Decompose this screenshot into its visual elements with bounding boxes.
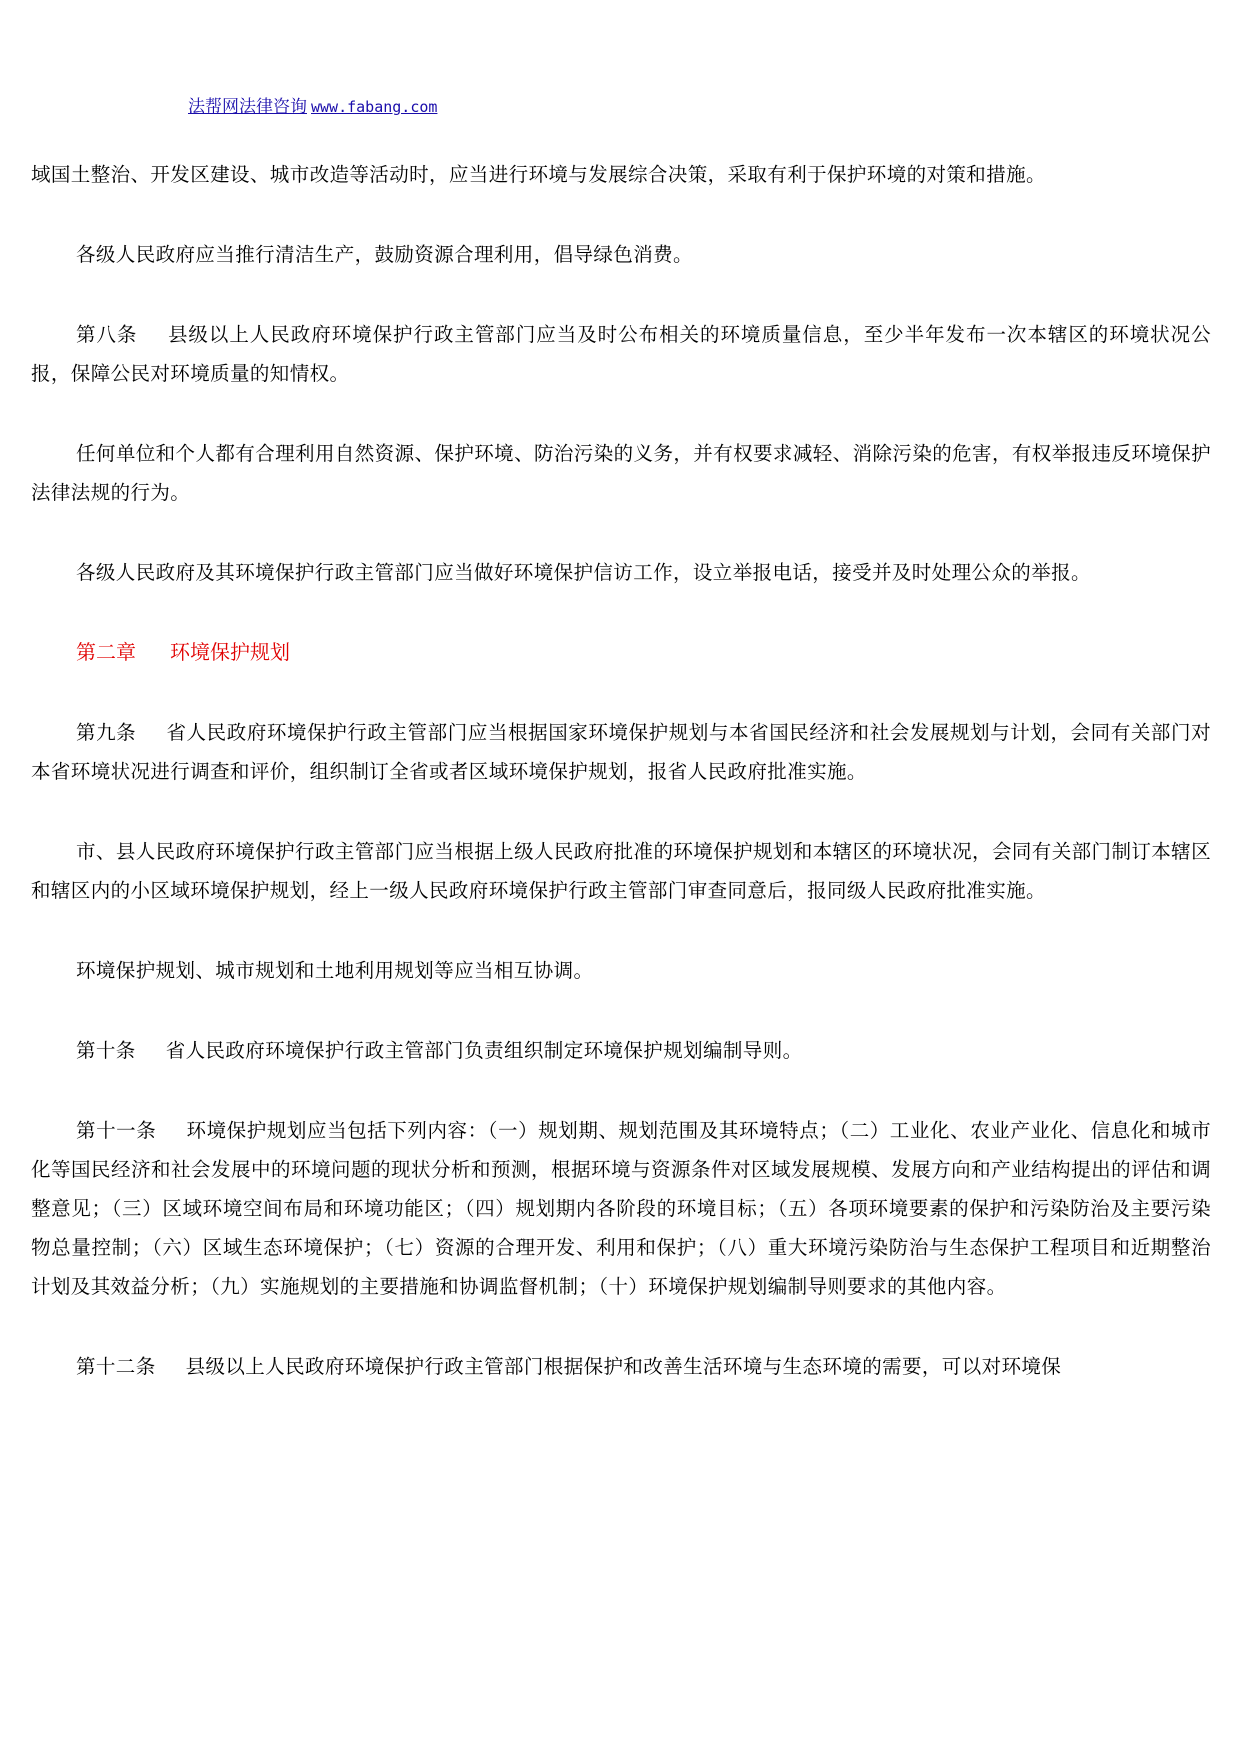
site-link[interactable]: 法帮网法律咨询 xyxy=(188,97,307,117)
document-body xyxy=(31,155,1211,1427)
article-label: 第十条 xyxy=(76,1039,136,1062)
article-text: 县级以上人民政府环境保护行政主管部门应当及时公布相关的环境质量信息，至少半年发布一次本辖区的环境状况公报，保障公民对环境质量的知情权。 xyxy=(31,323,1211,385)
paragraph: 域国土整治、开发区建设、城市改造等活动时，应当进行环境与发展综合决策，采取有利于保护环境的对策和措施。 xyxy=(31,163,1046,186)
article-10 xyxy=(31,1031,1211,1070)
paragraph: 环境保护规划、城市规划和土地利用规划等应当相互协调。 xyxy=(76,959,594,982)
chapter-heading xyxy=(31,633,1211,672)
article-text: 省人民政府环境保护行政主管部门负责组织制定环境保护规划编制导则。 xyxy=(165,1039,803,1062)
article-9 xyxy=(31,713,1211,791)
article-8 xyxy=(31,315,1211,393)
page-header xyxy=(188,92,437,117)
article-12 xyxy=(31,1347,1211,1386)
article-text: 省人民政府环境保护行政主管部门应当根据国家环境保护规划与本省国民经济和社会发展规划与计划，会同有关部门对本省环境状况进行调查和评价，组织制订全省或者区域环境保护规划，报省人民政府批准实施。 xyxy=(31,721,1211,783)
article-label: 第八条 xyxy=(76,323,138,346)
article-label: 第十一条 xyxy=(76,1119,157,1142)
site-url-link[interactable]: www.fabang.com xyxy=(311,98,438,116)
chapter-number: 第二章 xyxy=(76,640,136,664)
paragraph: 任何单位和个人都有合理利用自然资源、保护环境、防治污染的义务，并有权要求减轻、消除污染的危害，有权举报违反环境保护法律法规的行为。 xyxy=(31,442,1211,504)
chapter-title: 环境保护规划 xyxy=(170,640,290,664)
article-label: 第十二条 xyxy=(76,1355,156,1378)
paragraph: 各级人民政府及其环境保护行政主管部门应当做好环境保护信访工作，设立举报电话，接受并及时处理公众的举报。 xyxy=(76,561,1091,584)
paragraph: 各级人民政府应当推行清洁生产，鼓励资源合理利用，倡导绿色消费。 xyxy=(76,243,693,266)
article-label: 第九条 xyxy=(76,721,137,744)
article-text: 县级以上人民政府环境保护行政主管部门根据保护和改善生活环境与生态环境的需要，可以对环境保 xyxy=(185,1355,1062,1378)
article-text: 环境保护规划应当包括下列内容：（一）规划期、规划范围及其环境特点；（二）工业化、农业产业化、信息化和城市化等国民经济和社会发展中的环境问题的现状分析和预测，根据环境与资源条件对区域发展规模、发展方向和产业结构提出的评估和调整意见；（三）区域环境空间布局和环境功能区；（四）规划期内各阶段的环境目标；（五）各项环境要素的保护和污染防治及主要污染物总量控制；（六）区域生态环境保护；（七）资源的合理开发、利用和保护；（八）重大环境污染防治与生态保护工程项目和近期整治计划及其效益分析；（九）实施规划的主要措施和协调监督机制；（十）环境保护规划编制导则要求的其他内容。 xyxy=(31,1119,1211,1298)
article-11 xyxy=(31,1111,1211,1306)
paragraph: 市、县人民政府环境保护行政主管部门应当根据上级人民政府批准的环境保护规划和本辖区的环境状况，会同有关部门制订本辖区和辖区内的小区域环境保护规划，经上一级人民政府环境保护行政主管部门审查同意后，报同级人民政府批准实施。 xyxy=(31,840,1211,902)
